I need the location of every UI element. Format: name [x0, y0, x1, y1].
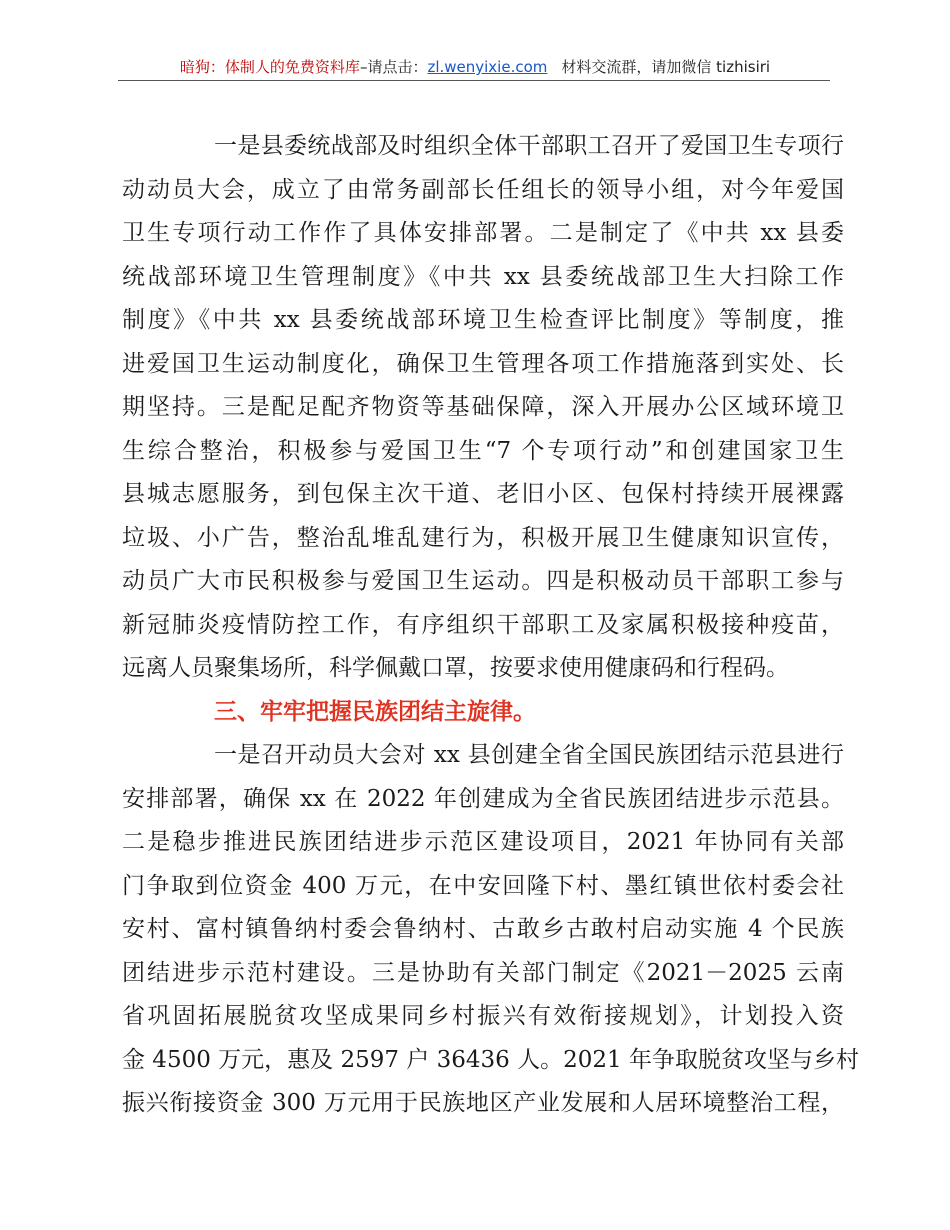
paragraph-line: 期坚持。三是配足配齐物资等基础保障，深入开展办公区域环境卫 [122, 394, 844, 420]
header-click-prompt: –请点击： [359, 58, 428, 76]
paragraph-line: 振兴衔接资金 300 万元用于民族地区产业发展和人居环境整治工程， [122, 1090, 844, 1116]
paragraph-line: 新冠肺炎疫情防控工作，有序组织干部职工及家属积极接种疫苗， [122, 611, 844, 638]
paragraph-line: 垃圾、小广告，整治乱堆乱建行为，积极开展卫生健康知识宣传， [122, 524, 844, 551]
header-divider [118, 80, 830, 81]
paragraph-2 [122, 734, 859, 1126]
paragraph-line: 省巩固拓展脱贫攻坚成果同乡村振兴有效衔接规划》，计划投入资 [122, 1003, 844, 1029]
paragraph-line: 动动员大会，成立了由常务副部长任组长的领导小组，对今年爱国 [122, 176, 844, 203]
paragraph-line: 卫生专项行动工作作了具体安排部署。二是制定了《中共 xx 县委 [122, 220, 844, 246]
paragraph-1 [122, 125, 844, 691]
paragraph-line: 动员广大市民积极参与爱国卫生运动。四是积极动员干部职工参与 [122, 568, 844, 594]
document-body [122, 125, 859, 1126]
paragraph-line: 门争取到位资金 400 万元，在中安回隆下村、墨红镇世依村委会社 [122, 872, 844, 899]
header-link[interactable]: zl.wenyixie.com [427, 58, 548, 76]
paragraph-line: 安村、富村镇鲁纳村委会鲁纳村、古敢乡古敢村启动实施 4 个民族 [122, 916, 844, 942]
section-heading: 三、牢牢把握民族团结主旋律。 [214, 698, 536, 725]
paragraph-line: 进爱国卫生运动制度化，确保卫生管理各项工作措施落到实处、长 [122, 350, 844, 377]
paragraph-line: 县城志愿服务，到包保主次干道、老旧小区、包保村持续开展裸露 [122, 481, 844, 507]
header-group-text: 材料交流群，请加微信 tizhisiri [561, 58, 771, 76]
paragraph-line: 制度》《中共 xx 县委统战部环境卫生检查评比制度》等制度，推 [122, 307, 844, 333]
paragraph-line: 一是召开动员大会对 xx 县创建全省全国民族团结示范县进行 [214, 742, 844, 768]
paragraph-line: 安排部署，确保 xx 在 2022 年创建成为全省民族团结进步示范县。 [122, 785, 844, 812]
paragraph-line: 生综合整治，积极参与爱国卫生“7 个专项行动”和创建国家卫生 [122, 437, 844, 464]
paragraph-line: 一是县委统战部及时组织全体干部职工召开了爱国卫生专项行 [214, 133, 844, 159]
paragraph-line: 二是稳步推进民族团结进步示范区建设项目，2021 年协同有关部 [122, 829, 844, 855]
paragraph-line: 团结进步示范村建设。三是协助有关部门制定《2021－2025 云南 [122, 959, 844, 986]
paragraph-line: 金 4500 万元，惠及 2597 户 36436 人。2021 年争取脱贫攻坚与乡村 [122, 1046, 859, 1073]
page-header [0, 56, 950, 78]
header-site-name: 暗狗：体制人的免费资料库 [179, 58, 360, 76]
paragraph-line: 远离人员聚集场所，科学佩戴口罩，按要求使用健康码和行程码。 [122, 655, 789, 681]
paragraph-line: 统战部环境卫生管理制度》《中共 xx 县委统战部卫生大扫除工作 [122, 263, 844, 290]
